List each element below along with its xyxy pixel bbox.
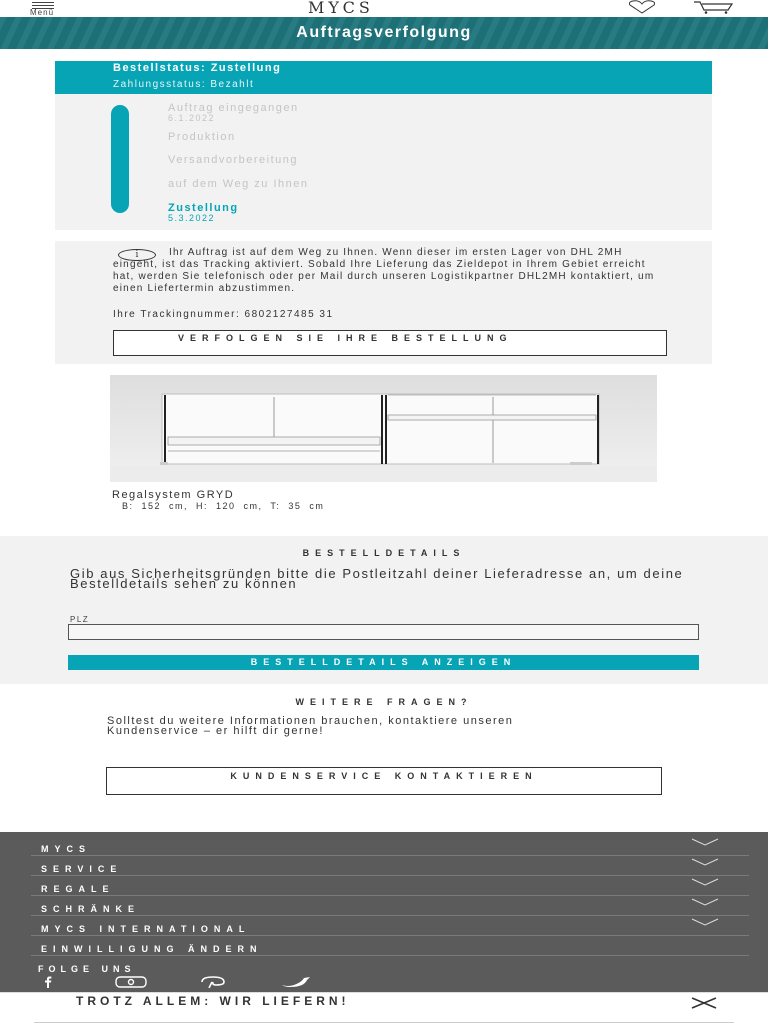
info-text: Ihr Auftrag ist auf dem Weg zu Ihnen. Wenn dieser im ersten Lager von DHL 2MH eingeht, ist das Tracking aktiviert. Sobald Ihre Lieferung das Zieldepot in Ihrem Gebiet erreicht hat, werden Sie telefonisch oder per Mail durch unseren Logistikpartner DHL2MH kontaktiert, um einen Liefertermin abzustimmen.	[113, 247, 655, 294]
page-title: Auftragsverfolgung	[296, 24, 472, 41]
payment-status: Zahlungsstatus: Bezahlt	[113, 79, 255, 90]
contact-service-button[interactable]: KUNDENSERVICE KONTAKTIEREN	[106, 767, 662, 795]
delivery-info	[55, 241, 712, 364]
menu-button[interactable]	[30, 0, 80, 17]
promo-text: TROTZ ALLEM: WIR LIEFERN!	[76, 994, 350, 1008]
faq-title: WEITERE FRAGEN?	[295, 697, 473, 707]
track-order-button[interactable]: VERFOLGEN SIE IHRE BESTELLUNG	[113, 330, 667, 356]
product-image	[110, 375, 657, 482]
footer-item-schraenke[interactable]	[31, 896, 749, 916]
product-dimensions: B: 152 cm, H: 120 cm, T: 35 cm	[122, 501, 325, 511]
step-order-received	[168, 102, 299, 123]
status-progress	[55, 94, 712, 230]
step-label: Auftrag eingegangen	[168, 102, 299, 114]
facebook-icon[interactable]	[40, 976, 56, 988]
product-name: Regalsystem GRYD	[112, 489, 235, 501]
top-header	[0, 0, 768, 17]
footer-item-label: REGALE	[41, 884, 115, 894]
footer-item-service[interactable]	[31, 856, 749, 876]
order-details-title: BESTELLDETAILS	[302, 548, 466, 558]
step-production	[168, 131, 236, 143]
follow-us-label: FOLGE UNS	[38, 964, 136, 974]
footer-item-label: MYCS	[41, 844, 92, 854]
step-delivery	[168, 202, 239, 223]
order-details-text: Gib aus Sicherheitsgründen bitte die Postleitzahl deiner Lieferadresse an, um deine Bestelldetails sehen zu können	[70, 566, 684, 591]
plz-label: PLZ	[70, 615, 90, 624]
chevron-down-icon	[691, 837, 719, 847]
step-date: 5.3.2022	[168, 213, 216, 223]
step-date: 6.1.2022	[168, 113, 216, 123]
footer-item-label: SCHRÄNKE	[41, 904, 141, 914]
cart-icon[interactable]	[692, 0, 736, 14]
chevron-down-icon	[691, 877, 719, 887]
close-icon[interactable]	[690, 997, 718, 1009]
footer-item-label: MYCS INTERNATIONAL	[41, 924, 251, 934]
faq-text: Solltest du weitere Informationen brauchen, kontaktiere unseren Kundenservice – er hilft dir gerne!	[107, 715, 514, 737]
tracking-number: Ihre Trackingnummer: 6802127485 31	[113, 309, 334, 320]
menu-label: Menü	[30, 8, 55, 17]
heart-icon[interactable]	[624, 0, 660, 14]
logo[interactable]: MYCS	[308, 0, 374, 17]
footer-item-regale[interactable]	[31, 876, 749, 896]
promo-banner	[0, 992, 768, 1024]
footer-item-label: EINWILLIGUNG ÄNDERN	[41, 944, 263, 954]
chevron-down-icon	[691, 917, 719, 927]
order-status: Bestellstatus: Zustellung	[113, 62, 282, 74]
step-label: Versandvorbereitung	[168, 154, 299, 166]
pinterest-icon[interactable]	[196, 976, 230, 988]
footer-item-mycs[interactable]	[31, 836, 749, 856]
chevron-down-icon	[691, 897, 719, 907]
plz-input[interactable]	[68, 624, 699, 640]
info-icon: i	[118, 249, 156, 261]
status-header	[55, 61, 712, 94]
footer-item-consent[interactable]	[31, 936, 749, 956]
title-banner	[0, 17, 768, 49]
show-order-details-button[interactable]: BESTELLDETAILS ANZEIGEN	[68, 655, 699, 670]
step-label: Produktion	[168, 131, 236, 143]
order-details-section	[0, 536, 768, 684]
chevron-down-icon	[691, 857, 719, 867]
step-shipping-prep	[168, 154, 298, 166]
footer	[0, 832, 768, 992]
step-label: auf dem Weg zu Ihnen	[168, 178, 309, 190]
promo-divider	[34, 1022, 734, 1023]
footer-item-label: SERVICE	[41, 864, 123, 874]
progress-bar	[111, 105, 129, 213]
step-on-the-way	[168, 178, 308, 190]
twitter-icon[interactable]	[280, 976, 314, 988]
footer-item-international[interactable]	[31, 916, 749, 936]
step-label: Zustellung	[168, 202, 239, 214]
shelf-illustration	[110, 375, 657, 482]
instagram-icon[interactable]	[114, 976, 148, 988]
